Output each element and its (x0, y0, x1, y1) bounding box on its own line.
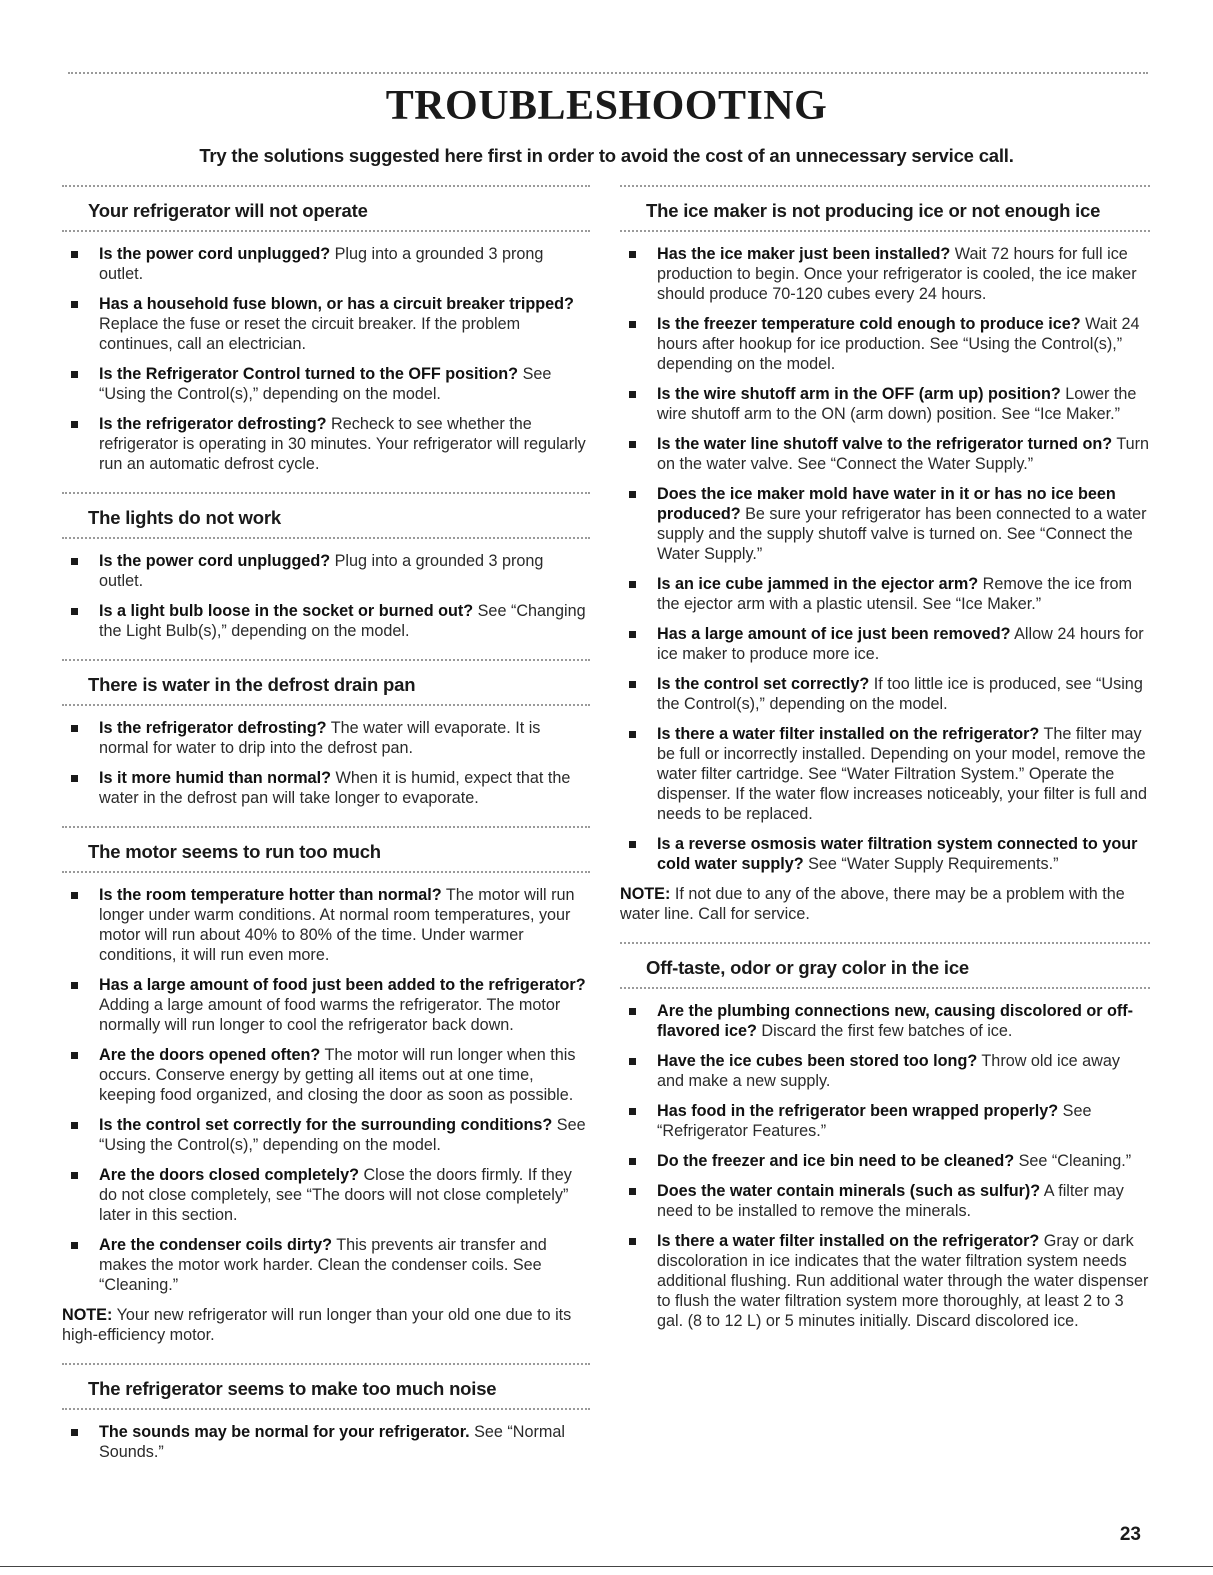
issue-solution: See “Using the Control(s),” depending on the model. (99, 1116, 586, 1154)
issue-solution: Close the doors firmly. If they do not close completely, see “The doors will not close completely” later in this section. (99, 1166, 572, 1224)
issue-solution: Wait 72 hours for full ice production to begin. Once your refrigerator is cooled, the ice maker should produce 70-120 cubes every 24 hours. (657, 245, 1137, 303)
issue-solution: Replace the fuse or reset the circuit breaker. If the problem continues, call an electrician. (99, 315, 521, 353)
issue-solution: Discard the first few batches of ice. (756, 1022, 1013, 1040)
issue-solution: Wait 24 hours after hookup for ice production. See “Using the Control(s),” depending on the model. (657, 315, 1140, 373)
section-title: Your refrigerator will not operate (88, 200, 368, 221)
section-spacer (62, 1472, 590, 1480)
troubleshooting-section (62, 659, 590, 826)
issue-item (620, 1151, 1150, 1171)
issue-item (620, 434, 1150, 474)
section-title: The ice maker is not producing ice or not enough ice (646, 200, 1101, 221)
issue-item (62, 718, 590, 758)
issue-question: Is the power cord unplugged? (99, 552, 331, 570)
issue-question: Is the control set correctly for the surrounding conditions? (99, 1116, 553, 1134)
issue-solution: See “Changing the Light Bulb(s),” depending on the model. (99, 602, 586, 640)
issue-solution: A filter may need to be installed to remove the minerals. (657, 1182, 1124, 1220)
issue-question: Are the doors closed completely? (99, 1166, 359, 1184)
troubleshooting-section (62, 185, 590, 492)
issue-question: Is the power cord unplugged? (99, 245, 331, 263)
left-column (62, 185, 590, 1480)
issue-item (62, 1235, 590, 1295)
issue-solution: When it is humid, expect that the water in the defrost pan will take longer to evaporate. (99, 769, 571, 807)
section-header (620, 942, 1150, 989)
issue-item (62, 601, 590, 641)
issue-solution: The motor will run longer when this occurs. Conserve energy by getting all items out at one time, keeping food organized, and closing the door as soon as possible. (99, 1046, 576, 1104)
section-header (620, 185, 1150, 232)
issue-item (620, 724, 1150, 824)
issue-question: Is the freezer temperature cold enough to produce ice? (657, 315, 1081, 333)
troubleshooting-section (62, 826, 590, 1345)
issue-solution: Allow 24 hours for ice maker to produce more ice. (657, 625, 1144, 663)
page-title: TROUBLESHOOTING (385, 83, 828, 129)
issue-item (62, 1045, 590, 1105)
issue-solution: See “Refrigerator Features.” (657, 1102, 1092, 1140)
right-column (620, 185, 1150, 1349)
issue-item (620, 1001, 1150, 1041)
section-title: The refrigerator seems to make too much noise (88, 1378, 497, 1399)
issue-solution: Lower the wire shutoff arm to the ON (arm down) position. See “Ice Maker.” (657, 385, 1137, 423)
issue-question: Is an ice cube jammed in the ejector arm? (657, 575, 979, 593)
issue-solution: The motor will run longer under warm conditions. At normal room temperatures, your motor will run about 40% to 80% of the time. Under warmer conditions, it will run even more. (99, 886, 575, 964)
issue-question: Is it more humid than normal? (99, 769, 332, 787)
issue-item (62, 885, 590, 965)
section-title: The lights do not work (88, 507, 281, 528)
issue-solution: Gray or dark discoloration in ice indicates that the water filtration system needs additional flushing. Run additional water through the water dispenser to flush the water filtration system more thoroughly, at least 2 to 3 gal. (8 to 12 L) or 5 minutes initially. Discard discolored ice. (657, 1232, 1149, 1330)
issue-item (62, 551, 590, 591)
issue-solution: See “Using the Control(s),” depending on the model. (99, 365, 552, 403)
note-text: If not due to any of the above, there may be a problem with the water line. Call for service. (620, 885, 1125, 923)
issue-solution: The water will evaporate. It is normal for water to drip into the defrost pan. (99, 719, 541, 757)
issue-list (62, 551, 590, 641)
note-label: NOTE: (62, 1306, 113, 1324)
section-title: There is water in the defrost drain pan (88, 674, 416, 695)
issue-solution: Throw old ice away and make a new supply. (657, 1052, 1120, 1090)
issue-question: Is the wire shutoff arm in the OFF (arm up) position? (657, 385, 1061, 403)
troubleshooting-section (620, 185, 1150, 924)
issue-list (62, 718, 590, 808)
issue-item (620, 1051, 1150, 1091)
issue-solution: See “Cleaning.” (1014, 1152, 1132, 1170)
troubleshooting-section (62, 1363, 590, 1480)
issue-solution: This prevents air transfer and makes the motor work harder. Clean the condenser coils. See “Cleaning.” (99, 1236, 547, 1294)
issue-item (620, 244, 1150, 304)
section-spacer (62, 818, 590, 826)
issue-item (620, 574, 1150, 614)
issue-item (62, 975, 590, 1035)
issue-item (62, 244, 590, 284)
bottom-divider (0, 1566, 1213, 1567)
issue-question: Are the plumbing connections new, causing discolored or off-flavored ice? (657, 1002, 1134, 1040)
section-note (62, 1305, 590, 1345)
issue-item (62, 1422, 590, 1462)
issue-question: Have the ice cubes been stored too long? (657, 1052, 978, 1070)
issue-question: Is a light bulb loose in the socket or burned out? (99, 602, 474, 620)
issue-solution: Recheck to see whether the refrigerator is operating in 30 minutes. Your refrigerator will regularly run an automatic defrost cycle. (99, 415, 586, 473)
issue-item (62, 1115, 590, 1155)
issue-item (620, 1231, 1150, 1331)
section-spacer (62, 484, 590, 492)
page-subtitle: Try the solutions suggested here first in order to avoid the cost of an unnecessary service call. (199, 145, 1014, 166)
issue-item (62, 364, 590, 404)
issue-solution: Turn on the water valve. See “Connect the Water Supply.” (657, 435, 1150, 473)
issue-question: The sounds may be normal for your refrigerator. (99, 1423, 470, 1441)
issue-question: Has a large amount of food just been added to the refrigerator? (99, 976, 586, 994)
issue-question: Does the ice maker mold have water in it or has no ice been produced? (657, 485, 1116, 523)
note-label: NOTE: (620, 885, 671, 903)
issue-item (62, 294, 590, 354)
issue-item (620, 834, 1150, 874)
note-text: Your new refrigerator will run longer than your old one due to its high-efficiency motor. (62, 1306, 572, 1344)
issue-question: Has a household fuse blown, or has a circuit breaker tripped? (99, 295, 574, 313)
section-header (62, 492, 590, 539)
issue-solution: See “Normal Sounds.” (99, 1423, 565, 1461)
issue-question: Is the control set correctly? (657, 675, 870, 693)
section-header (62, 826, 590, 873)
section-note (620, 884, 1150, 924)
issue-question: Is a reverse osmosis water filtration system connected to your cold water supply? (657, 835, 1138, 873)
issue-question: Does the water contain minerals (such as sulfur)? (657, 1182, 1041, 1200)
issue-question: Has the ice maker just been installed? (657, 245, 951, 263)
troubleshooting-section (620, 942, 1150, 1349)
issue-solution: Be sure your refrigerator has been connected to a water supply and the supply shutoff valve is turned on. See “Connect the Water Supply.” (657, 505, 1147, 563)
issue-list (620, 1001, 1150, 1331)
section-spacer (62, 651, 590, 659)
issue-question: Is there a water filter installed on the refrigerator? (657, 725, 1040, 743)
issue-item (62, 768, 590, 808)
issue-solution: Plug into a grounded 3 prong outlet. (99, 552, 544, 590)
issue-solution: Adding a large amount of food warms the refrigerator. The motor normally will run longer to cool the refrigerator back down. (99, 996, 561, 1034)
issue-list (62, 244, 590, 474)
issue-item (62, 414, 590, 474)
issue-question: Is there a water filter installed on the refrigerator? (657, 1232, 1040, 1250)
issue-solution: Remove the ice from the ejector arm with a plastic utensil. See “Ice Maker.” (657, 575, 1133, 613)
issue-question: Do the freezer and ice bin need to be cleaned? (657, 1152, 1015, 1170)
page-number: 23 (1119, 1524, 1141, 1545)
issue-item (620, 314, 1150, 374)
issue-item (620, 1101, 1150, 1141)
section-spacer (620, 1341, 1150, 1349)
issue-question: Are the condenser coils dirty? (99, 1236, 332, 1254)
issue-question: Is the refrigerator defrosting? (99, 415, 327, 433)
issue-solution: Plug into a grounded 3 prong outlet. (99, 245, 544, 283)
issue-item (620, 674, 1150, 714)
issue-question: Has a large amount of ice just been removed? (657, 625, 1011, 643)
issue-question: Is the Refrigerator Control turned to the OFF position? (99, 365, 519, 383)
issue-question: Is the water line shutoff valve to the refrigerator turned on? (657, 435, 1113, 453)
issue-item (620, 624, 1150, 664)
issue-item (620, 1181, 1150, 1221)
issue-question: Has food in the refrigerator been wrapped properly? (657, 1102, 1059, 1120)
issue-list (62, 1422, 590, 1462)
issue-item (620, 484, 1150, 564)
issue-question: Is the refrigerator defrosting? (99, 719, 327, 737)
issue-list (620, 244, 1150, 874)
section-title: Off-taste, odor or gray color in the ice (646, 957, 969, 978)
issue-item (620, 384, 1150, 424)
issue-solution: The filter may be full or incorrectly installed. Depending on your model, remove the water filter cartridge. See “Water Filtration System.” Operate the dispenser. If the water flow increases noticeably, your filter is full and needs to be replaced. (657, 725, 1148, 823)
issue-solution: If too little ice is produced, see “Using the Control(s),” depending on the model. (657, 675, 1143, 713)
section-header (62, 659, 590, 706)
top-divider (68, 72, 1148, 74)
section-header (62, 1363, 590, 1410)
troubleshooting-section (62, 492, 590, 659)
section-header (62, 185, 590, 232)
issue-question: Is the room temperature hotter than normal? (99, 886, 442, 904)
issue-list (62, 885, 590, 1295)
issue-item (62, 1165, 590, 1225)
section-title: The motor seems to run too much (88, 841, 381, 862)
issue-solution: See “Water Supply Requirements.” (803, 855, 1059, 873)
issue-question: Are the doors opened often? (99, 1046, 321, 1064)
